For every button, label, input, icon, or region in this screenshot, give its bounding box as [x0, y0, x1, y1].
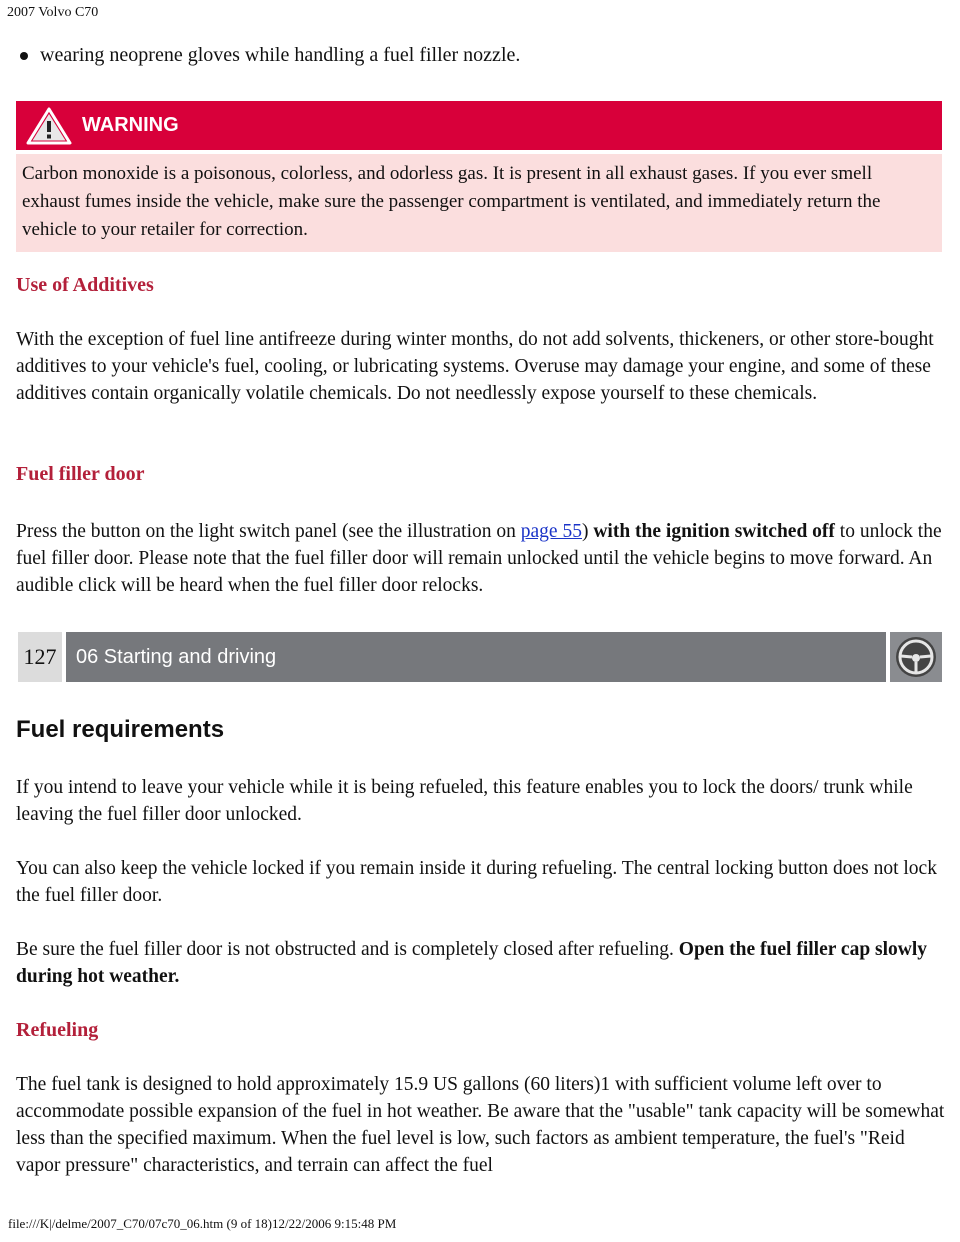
- fuel-requirements-p3-text: Be sure the fuel filler door is not obstructed and is completely closed after refueling.: [16, 939, 679, 960]
- warning-box: [16, 101, 942, 252]
- chapter-icon-box: [890, 632, 942, 682]
- warning-triangle-icon: [26, 106, 72, 146]
- refueling-paragraph: The fuel tank is designed to hold approximately 15.9 US gallons (60 liters)1 with sufficient volume left over to accommodate possible expansion of the fuel in hot weather. Be aware that the "usable" tank capacity will be somewhat less than the specified maximum. When the fuel level is low, such factors as ambient temperature, the fuel's "Reid vapor pressure" characteristics, and terrain can affect the fuel: [16, 1074, 945, 1176]
- fuel-requirements-p1: If you intend to leave your vehicle while it is being refueled, this feature enables you to lock the doors/ trunk while leaving the fuel filler door unlocked.: [16, 777, 913, 825]
- fuel-requirements-p3: [16, 936, 946, 990]
- refueling-heading: Refueling: [16, 1019, 99, 1041]
- fuel-requirements-p3-bold: Open the fuel filler cap slowly during hot weather.: [16, 939, 928, 987]
- bullet-item: [18, 44, 520, 67]
- page-header-title: 2007 Volvo C70: [7, 5, 99, 20]
- filler-door-text-3: to unlock the fuel filler door. Please note that the fuel filler door will remain unlocked until the vehicle begins to move forward. An audible click will be heard when the fuel filler door relocks.: [16, 521, 942, 596]
- page-footer: file:///K|/delme/2007_C70/07c70_06.htm (9 of 18)12/22/2006 9:15:48 PM: [8, 1216, 397, 1231]
- warning-label: WARNING: [82, 114, 179, 136]
- fuel-requirements-p2: You can also keep the vehicle locked if you remain inside it during refueling. The central locking button does not lock the fuel filler door.: [16, 858, 937, 906]
- chapter-title: 06 Starting and driving: [66, 632, 886, 682]
- additives-heading: Use of Additives: [16, 274, 154, 296]
- filler-door-bold: with the ignition switched off: [593, 521, 835, 542]
- steering-wheel-icon: [895, 636, 937, 678]
- filler-door-text-1: Press the button on the light switch panel (see the illustration on: [16, 521, 521, 542]
- chapter-bar: [18, 632, 942, 682]
- filler-door-text-2: ): [581, 521, 594, 542]
- filler-door-paragraph: [16, 518, 946, 599]
- page-55-link[interactable]: page 55: [520, 521, 582, 542]
- warning-header: [16, 101, 942, 150]
- bullet-dot-icon: [20, 52, 28, 60]
- warning-text: Carbon monoxide is a poisonous, colorless, and odorless gas. It is present in all exhaust gases. If you ever smell exhaust fumes inside the vehicle, make sure the passenger compartment is ventilated, and immediately return the vehicle to your retailer for correction.: [16, 150, 942, 252]
- bullet-text: wearing neoprene gloves while handling a fuel filler nozzle.: [40, 44, 521, 66]
- additives-paragraph: With the exception of fuel line antifreeze during winter months, do not add solvents, thickeners, or other store-bought additives to your vehicle's fuel, cooling, or lubricating systems. Overuse may damage your engine, and some of these additives contain organically volatile chemicals. Do not needlessly expose yourself to these chemicals.: [16, 329, 934, 404]
- fuel-requirements-title: Fuel requirements: [16, 716, 225, 743]
- page-number: 127: [18, 632, 62, 682]
- filler-door-heading: Fuel filler door: [16, 463, 145, 485]
